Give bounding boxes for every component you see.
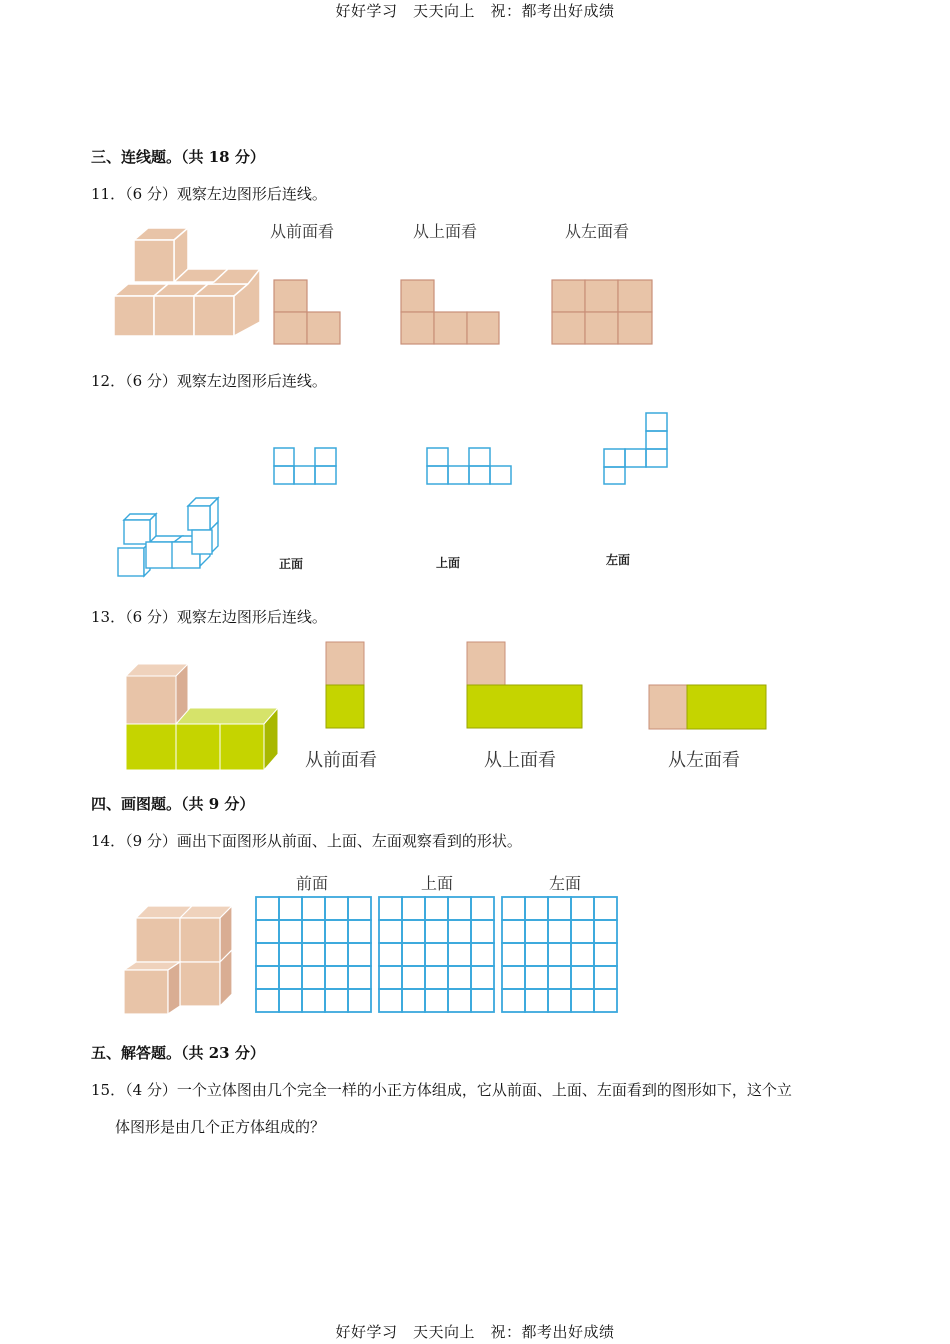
grid-cell[interactable]	[502, 897, 525, 920]
grid-cell[interactable]	[379, 966, 402, 989]
grid-cell[interactable]	[302, 920, 325, 943]
grid-cell[interactable]	[571, 989, 594, 1012]
grid-cell[interactable]	[594, 966, 617, 989]
page-header: 好好学习 天天向上 祝：都考出好成绩	[335, 2, 615, 20]
grid-cell[interactable]	[525, 897, 548, 920]
q13-view-b	[466, 641, 584, 729]
page-footer: 好好学习 天天向上 祝：都考出好成绩	[335, 1323, 615, 1341]
section-3-title: 三、连线题。（共 18 分）	[91, 148, 265, 166]
grid-cell[interactable]	[502, 943, 525, 966]
q15-line-2: 体图形是由几个正方体组成的？	[115, 1118, 326, 1136]
grid-cell[interactable]	[348, 966, 371, 989]
grid-cell[interactable]	[525, 989, 548, 1012]
grid-cell[interactable]	[348, 897, 371, 920]
grid-cell[interactable]	[571, 966, 594, 989]
q11-view-b	[400, 279, 500, 345]
q13-label-front: 从前面看	[305, 750, 377, 771]
grid-cell[interactable]	[402, 897, 425, 920]
q11-solid-figure	[112, 226, 262, 338]
q12-text: 12．（6 分）观察左边图形后连线。	[91, 372, 327, 390]
q13-solid-figure	[124, 662, 280, 772]
q11-label-front: 从前面看	[270, 222, 335, 241]
grid-cell[interactable]	[594, 897, 617, 920]
grid-cell[interactable]	[302, 897, 325, 920]
q11-label-top: 从上面看	[413, 222, 478, 241]
grid-cell[interactable]	[525, 966, 548, 989]
grid-cell[interactable]	[379, 920, 402, 943]
q11-text: 11．（6 分）观察左边图形后连线。	[91, 185, 327, 203]
q13-view-c	[648, 684, 768, 730]
q12-label-left: 左面	[606, 553, 631, 567]
q14-grid-1[interactable]	[256, 897, 371, 1012]
grid-cell[interactable]	[448, 989, 471, 1012]
grid-cell[interactable]	[325, 966, 348, 989]
grid-cell[interactable]	[348, 920, 371, 943]
grid-cell[interactable]	[325, 989, 348, 1012]
q14-grid-2[interactable]	[379, 897, 494, 1012]
grid-cell[interactable]	[448, 966, 471, 989]
grid-cell[interactable]	[425, 920, 448, 943]
grid-cell[interactable]	[256, 897, 279, 920]
q11-view-c	[551, 279, 653, 345]
grid-cell[interactable]	[471, 897, 494, 920]
q15-line-1: 15．（4 分）一个立体图由几个完全一样的小正方体组成，它从前面、上面、左面看到的图形如下，这个立	[91, 1081, 792, 1099]
grid-cell[interactable]	[594, 943, 617, 966]
grid-cell[interactable]	[425, 897, 448, 920]
grid-cell[interactable]	[448, 943, 471, 966]
q12-label-top: 上面	[436, 556, 461, 570]
grid-cell[interactable]	[379, 989, 402, 1012]
grid-cell[interactable]	[425, 989, 448, 1012]
grid-cell[interactable]	[402, 989, 425, 1012]
grid-cell[interactable]	[525, 943, 548, 966]
grid-cell[interactable]	[302, 943, 325, 966]
q11-view-a	[273, 279, 341, 345]
q14-label-front: 前面	[296, 874, 329, 893]
q14-label-top: 上面	[421, 874, 454, 893]
grid-cell[interactable]	[279, 943, 302, 966]
grid-cell[interactable]	[594, 920, 617, 943]
grid-cell[interactable]	[279, 989, 302, 1012]
q14-drawing-grids[interactable]	[255, 896, 621, 1014]
grid-cell[interactable]	[402, 920, 425, 943]
grid-cell[interactable]	[325, 897, 348, 920]
grid-cell[interactable]	[548, 943, 571, 966]
grid-cell[interactable]	[548, 966, 571, 989]
grid-cell[interactable]	[402, 943, 425, 966]
grid-cell[interactable]	[279, 920, 302, 943]
grid-cell[interactable]	[325, 943, 348, 966]
grid-cell[interactable]	[256, 943, 279, 966]
grid-cell[interactable]	[471, 943, 494, 966]
q13-label-top: 从上面看	[484, 750, 556, 771]
grid-cell[interactable]	[256, 966, 279, 989]
grid-cell[interactable]	[402, 966, 425, 989]
q14-label-left: 左面	[549, 874, 582, 893]
grid-cell[interactable]	[348, 989, 371, 1012]
q11-label-left: 从左面看	[565, 222, 630, 241]
grid-cell[interactable]	[571, 920, 594, 943]
grid-cell[interactable]	[502, 966, 525, 989]
grid-cell[interactable]	[502, 920, 525, 943]
q14-solid-figure	[122, 904, 234, 1016]
q14-grid-3[interactable]	[502, 897, 617, 1012]
q12-label-front: 正面	[279, 557, 304, 571]
grid-cell[interactable]	[525, 920, 548, 943]
grid-cell[interactable]	[379, 943, 402, 966]
grid-cell[interactable]	[325, 920, 348, 943]
grid-cell[interactable]	[502, 989, 525, 1012]
grid-cell[interactable]	[279, 897, 302, 920]
grid-cell[interactable]	[256, 920, 279, 943]
grid-cell[interactable]	[279, 966, 302, 989]
grid-cell[interactable]	[302, 966, 325, 989]
grid-cell[interactable]	[425, 966, 448, 989]
q12-view-b	[426, 447, 514, 485]
grid-cell[interactable]	[256, 989, 279, 1012]
q14-text: 14．（9 分）画出下面图形从前面、上面、左面观察看到的形状。	[91, 832, 522, 850]
grid-cell[interactable]	[379, 897, 402, 920]
grid-cell[interactable]	[548, 989, 571, 1012]
grid-cell[interactable]	[348, 943, 371, 966]
grid-cell[interactable]	[594, 989, 617, 1012]
grid-cell[interactable]	[448, 897, 471, 920]
grid-cell[interactable]	[471, 966, 494, 989]
grid-cell[interactable]	[471, 920, 494, 943]
section-5-title: 五、解答题。（共 23 分）	[91, 1044, 265, 1062]
section-4-title: 四、画图题。（共 9 分）	[91, 795, 255, 813]
grid-cell[interactable]	[448, 920, 471, 943]
grid-cell[interactable]	[302, 989, 325, 1012]
grid-cell[interactable]	[425, 943, 448, 966]
grid-cell[interactable]	[471, 989, 494, 1012]
q12-view-c	[603, 412, 669, 486]
grid-cell[interactable]	[548, 897, 571, 920]
q12-view-a	[273, 447, 339, 485]
q13-text: 13．（6 分）观察左边图形后连线。	[91, 608, 327, 626]
grid-cell[interactable]	[571, 943, 594, 966]
q13-view-a	[325, 641, 365, 729]
q12-solid-figure	[116, 498, 222, 580]
q13-label-left: 从左面看	[668, 750, 740, 771]
grid-cell[interactable]	[548, 920, 571, 943]
grid-cell[interactable]	[571, 897, 594, 920]
